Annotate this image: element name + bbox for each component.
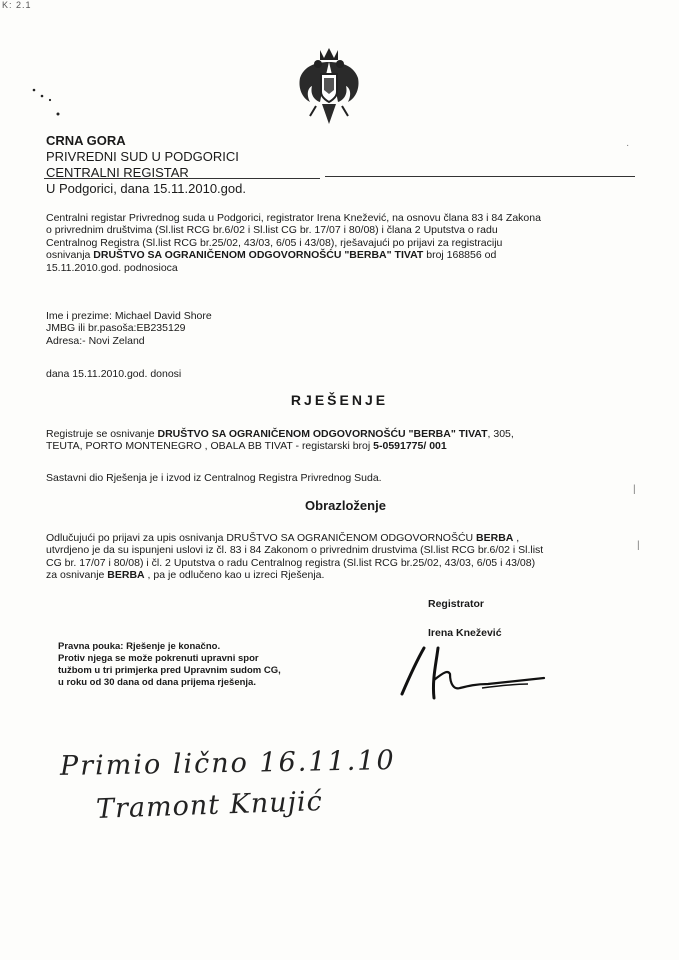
decision-paragraph <box>46 428 611 453</box>
reasoning-line: utvrdjeno je da su ispunjeni uslovi iz čl. 83 i 84 Zakonom o privrednim drustvima (Sl.list RCG br.6/02 i Sl.list <box>46 544 544 557</box>
applicant-id: JMBG ili br.pasoša:EB235129 <box>46 322 186 335</box>
handwritten-receipt-note: Primio lično 16.11.10 <box>59 745 396 782</box>
reasoning-title: Obrazloženje <box>305 498 386 513</box>
header-country: CRNA GORA <box>46 133 126 148</box>
legal-notice-line: Protiv njega se može pokrenuti upravni spor <box>58 653 259 664</box>
legal-notice-line: u roku od 30 dana od dana prijema rješenja. <box>58 677 256 688</box>
reasoning-line: za osnivanje BERBA , pa je odlučeno kao u izreci Rješenja. <box>46 569 325 582</box>
legal-notice-line: Pravna pouka: Rješenje je konačno. <box>58 641 221 652</box>
registration-number: 5-0591775/ 001 <box>373 440 447 453</box>
intro-line: Centralnog Registra (Sl.list RCG br.25/02, 43/03, 6/05 i 43/08), rješavajući po prijavi za registraciju <box>46 236 503 249</box>
registrar-signature <box>398 640 548 704</box>
handwritten-signature-name: Tramont Knujić <box>95 786 324 825</box>
header-underline <box>44 178 320 179</box>
coat-of-arms-emblem <box>296 44 362 130</box>
stray-marks <box>30 86 70 122</box>
decision-date: dana 15.11.2010.god. donosi <box>46 368 182 380</box>
header-date-line: U Podgorici, dana 15.11.2010.god. <box>46 181 246 196</box>
registrar-title: Registrator <box>428 598 485 610</box>
decision-line: TEUTA, PORTO MONTENEGRO , OBALA BB TIVAT - registarski broj 5-0591775/ 001 <box>46 440 447 453</box>
applicant-block <box>46 310 611 347</box>
company-name: DRUŠTVO SA OGRANIČENOM ODGOVORNOŠĆU "BERBA" TIVAT <box>93 249 424 262</box>
part-of-note: Sastavni dio Rješenja je i izvod iz Centralnog Registra Privrednog Suda. <box>46 472 382 484</box>
header-registry: CENTRALNI REGISTAR <box>46 165 189 180</box>
margin-mark: | <box>637 540 640 551</box>
corner-code: K: 2.1 <box>2 0 32 10</box>
intro-line: Centralni registar Privrednog suda u Podgorici, registrator Irena Knežević, na osnovu člana 83 i 84 Zakona <box>46 212 541 224</box>
decision-title: RJEŠENJE <box>290 392 389 408</box>
reasoning-line: CG br. 17/07 i 80/08) i čl. 2 Uputstva o radu Centralnog registra (Sl.list RCG br.25/02, 43/03, 6/05 i 43/08) <box>46 556 536 569</box>
reasoning-line: Odlučujući po prijavi za upis osnivanja DRUŠTVO SA OGRANIČENOM ODGOVORNOŠĆU BERBA , <box>46 532 520 544</box>
margin-mark: | <box>633 484 636 495</box>
legal-notice <box>58 641 281 689</box>
applicant-name: Ime i prezime: Michael David Shore <box>46 310 212 322</box>
header-court: PRIVREDNI SUD U PODGORICI <box>46 149 239 164</box>
decision-line: Registruje se osnivanje DRUŠTVO SA OGRANIČENOM ODGOVORNOŠĆU "BERBA" TIVAT, 305, <box>46 428 514 440</box>
intro-paragraph <box>46 212 611 274</box>
legal-notice-line: tužbom u tri primjerka pred Upravnim sudom CG, <box>58 665 281 676</box>
intro-line: o privrednim društvima (Sl.list RCG br.6/02 i Sl.list CG br. 17/07 i 80/08) i člana 2 Uputstva o radu <box>46 224 498 237</box>
header-rule <box>325 176 635 177</box>
applicant-address: Adresa:- Novi Zeland <box>46 334 145 347</box>
company-name: DRUŠTVO SA OGRANIČENOM ODGOVORNOŠĆU "BERBA" TIVAT <box>157 428 488 440</box>
registrar-name: Irena Knežević <box>428 627 502 639</box>
margin-mark: · <box>626 140 630 151</box>
intro-line: osnivanja DRUŠTVO SA OGRANIČENOM ODGOVORNOŠĆU "BERBA" TIVAT broj 168856 od <box>46 249 497 262</box>
intro-line: 15.11.2010.god. podnosioca <box>46 261 178 274</box>
reasoning-paragraph <box>46 532 611 582</box>
